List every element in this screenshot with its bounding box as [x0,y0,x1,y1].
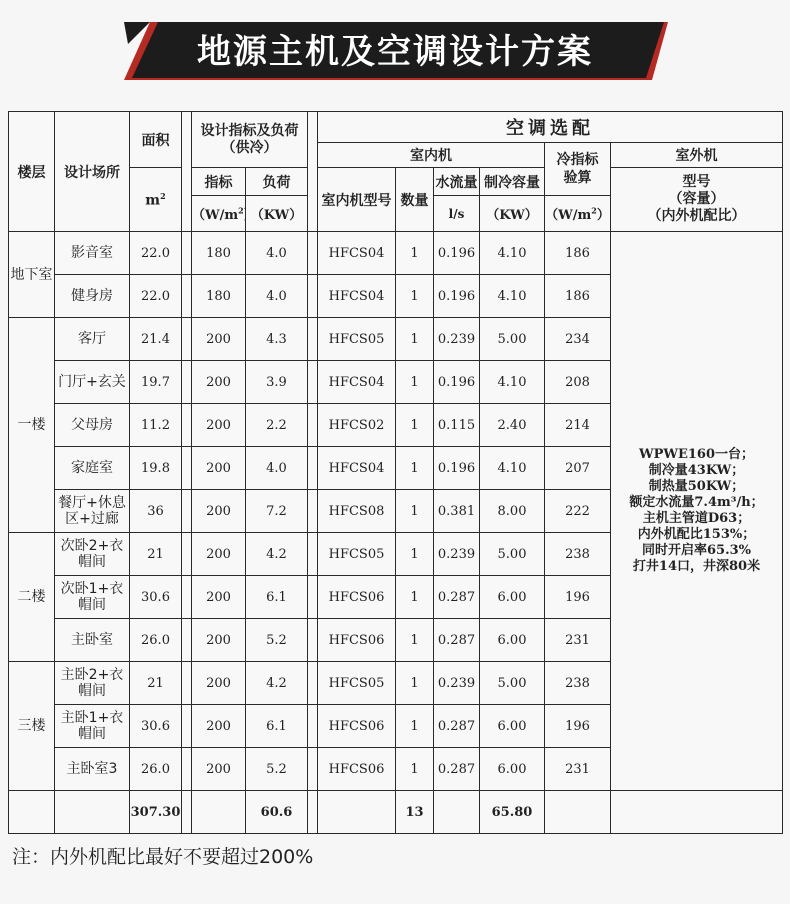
model-cell: HFCS05 [318,318,396,361]
area-cell: 21 [130,533,182,576]
gap-cell [182,576,192,619]
totals-empty [55,791,130,834]
capacity-cell: 4.10 [480,447,545,490]
check-cell: 234 [545,318,611,361]
header-quantity: 数量 [396,168,434,232]
model-cell: HFCS04 [318,361,396,404]
header-design-index-label: 设计指标及负荷 [200,122,299,139]
floor-name: 三楼 [9,662,55,791]
location-cell: 主卧室3 [55,748,130,791]
load-cell: 2.2 [246,404,308,447]
header-cooling-unit: （KW） [480,196,545,232]
index-cell: 200 [192,705,246,748]
quantity-cell: 1 [396,447,434,490]
quantity-cell: 1 [396,748,434,791]
header-indoor-model: 室内机型号 [318,168,396,232]
capacity-cell: 4.10 [480,232,545,275]
load-cell: 4.2 [246,533,308,576]
gap-cell [308,619,318,662]
load-cell: 4.0 [246,232,308,275]
index-unit: （W/m [192,208,239,223]
area-cell: 22.0 [130,275,182,318]
header-outdoor-model [611,168,783,232]
gap-cell [308,705,318,748]
gap-cell [182,533,192,576]
header-load: 负荷 [246,168,308,196]
index-cell: 200 [192,318,246,361]
gap-cell [182,748,192,791]
check-unit: （W/m [545,208,592,223]
location-cell: 次卧2+衣帽间 [55,533,130,576]
design-table [8,111,783,834]
model-cell: HFCS05 [318,662,396,705]
totals-row [9,791,783,834]
header-cooling-check [545,143,611,196]
gap-cell [308,232,318,275]
gap-cell [182,447,192,490]
capacity-cell: 2.40 [480,404,545,447]
capacity-cell: 6.00 [480,619,545,662]
header-load-unit: （KW） [246,196,308,232]
load-cell: 5.2 [246,748,308,791]
gap-cell [182,705,192,748]
area-cell: 21.4 [130,318,182,361]
gap-cell [308,791,318,834]
header-index: 指标 [192,168,246,196]
gap-cell [308,748,318,791]
gap-cell [308,318,318,361]
totals-empty [545,791,611,834]
quantity-cell: 1 [396,361,434,404]
water-flow-cell: 0.239 [434,318,480,361]
total-load: 60.6 [246,791,308,834]
area-cell: 30.6 [130,705,182,748]
location-cell: 家庭室 [55,447,130,490]
gap-cell [308,275,318,318]
header-design-index [192,112,308,168]
water-flow-cell: 0.115 [434,404,480,447]
index-cell: 200 [192,662,246,705]
quantity-cell: 1 [396,404,434,447]
quantity-cell: 1 [396,576,434,619]
water-flow-cell: 0.239 [434,662,480,705]
index-cell: 180 [192,232,246,275]
floor-name: 地下室 [9,232,55,318]
header-floor: 楼层 [9,112,55,232]
area-cell: 30.6 [130,576,182,619]
index-cell: 200 [192,404,246,447]
load-cell: 6.1 [246,705,308,748]
location-cell: 主卧2+衣帽间 [55,662,130,705]
header-design-index-sub: （供冷） [221,139,278,156]
capacity-cell: 4.10 [480,361,545,404]
area-cell: 26.0 [130,619,182,662]
water-flow-cell: 0.196 [434,361,480,404]
location-cell: 客厅 [55,318,130,361]
water-flow-cell: 0.287 [434,576,480,619]
model-cell: HFCS08 [318,490,396,533]
gap-cell [182,791,192,834]
check-cell: 238 [545,533,611,576]
column-gap [182,112,192,232]
index-cell: 200 [192,576,246,619]
totals-empty [318,791,396,834]
check-cell: 186 [545,275,611,318]
capacity-cell: 5.00 [480,318,545,361]
outdoor-model-label: 型号 [682,174,711,190]
check-cell: 208 [545,361,611,404]
gap-cell [182,275,192,318]
check-cell: 222 [545,490,611,533]
capacity-cell: 6.00 [480,705,545,748]
area-cell: 19.8 [130,447,182,490]
area-unit-sup: 2 [160,190,166,201]
area-cell: 19.7 [130,361,182,404]
check-cell: 214 [545,404,611,447]
location-cell: 父母房 [55,404,130,447]
quantity-cell: 1 [396,662,434,705]
load-cell: 4.0 [246,275,308,318]
column-gap [308,112,318,232]
index-unit-sup: 2 [238,205,244,216]
location-cell: 餐厅+休息区+过廊 [55,490,130,533]
load-cell: 5.2 [246,619,308,662]
location-cell: 主卧1+衣帽间 [55,705,130,748]
header-cooling-check-label: 冷指标 [556,152,599,168]
gap-cell [182,232,192,275]
floor-name: 二楼 [9,533,55,662]
gap-cell [308,662,318,705]
check-cell: 196 [545,576,611,619]
header-outdoor: 室外机 [611,143,783,168]
quantity-cell: 1 [396,490,434,533]
water-flow-cell: 0.196 [434,232,480,275]
header-location: 设计场所 [55,112,130,232]
check-cell: 186 [545,232,611,275]
header-water-flow: 水流量 [434,168,480,196]
gap-cell [308,490,318,533]
header-check-unit [545,196,611,232]
load-cell: 7.2 [246,490,308,533]
model-cell: HFCS05 [318,533,396,576]
header-area-unit [130,168,182,232]
header-water-flow-unit: l/s [434,196,480,232]
water-flow-cell: 0.196 [434,275,480,318]
location-cell: 影音室 [55,232,130,275]
load-cell: 3.9 [246,361,308,404]
quantity-cell: 1 [396,619,434,662]
gap-cell [182,662,192,705]
area-cell: 21 [130,662,182,705]
gap-cell [308,361,318,404]
load-cell: 4.3 [246,318,308,361]
header-cooling-capacity: 制冷容量 [480,168,545,196]
floor-name: 一楼 [9,318,55,533]
total-capacity: 65.80 [480,791,545,834]
model-cell: HFCS06 [318,576,396,619]
capacity-cell: 5.00 [480,662,545,705]
header-ac-selection: 空调选配 [318,112,783,143]
index-cell: 200 [192,490,246,533]
totals-empty [192,791,246,834]
capacity-cell: 5.00 [480,533,545,576]
model-cell: HFCS06 [318,748,396,791]
totals-empty [611,791,783,834]
gap-cell [182,318,192,361]
area-cell: 36 [130,490,182,533]
header-index-unit [192,196,246,232]
quantity-cell: 1 [396,705,434,748]
total-quantity: 13 [396,791,434,834]
index-cell: 200 [192,748,246,791]
quantity-cell: 1 [396,533,434,576]
index-cell: 200 [192,619,246,662]
location-cell: 次卧1+衣帽间 [55,576,130,619]
check-cell: 207 [545,447,611,490]
water-flow-cell: 0.381 [434,490,480,533]
index-cell: 200 [192,533,246,576]
header-cooling-check-label-2: 验算 [563,170,592,186]
totals-empty [434,791,480,834]
load-cell: 4.2 [246,662,308,705]
model-cell: HFCS04 [318,275,396,318]
model-cell: HFCS02 [318,404,396,447]
area-cell: 26.0 [130,748,182,791]
outdoor-ratio-label: （内外机配比） [647,208,746,224]
water-flow-cell: 0.239 [434,533,480,576]
quantity-cell: 1 [396,275,434,318]
location-cell: 主卧室 [55,619,130,662]
total-area: 307.30 [130,791,182,834]
check-unit-close: ） [596,208,610,223]
gap-cell [182,404,192,447]
quantity-cell: 1 [396,232,434,275]
water-flow-cell: 0.287 [434,705,480,748]
index-cell: 200 [192,361,246,404]
area-cell: 22.0 [130,232,182,275]
capacity-cell: 8.00 [480,490,545,533]
index-cell: 200 [192,447,246,490]
outdoor-capacity-label: （容量） [668,191,725,207]
check-cell: 196 [545,705,611,748]
table-row [9,232,783,275]
model-cell: HFCS06 [318,705,396,748]
model-cell: HFCS04 [318,447,396,490]
capacity-cell: 6.00 [480,576,545,619]
check-unit-sup: 2 [591,205,597,216]
water-flow-cell: 0.287 [434,748,480,791]
page-title: 地源主机及空调设计方案 [197,32,593,72]
index-cell: 180 [192,275,246,318]
area-unit: m [145,192,161,209]
capacity-cell: 4.10 [480,275,545,318]
capacity-cell: 6.00 [480,748,545,791]
totals-empty [9,791,55,834]
gap-cell [308,447,318,490]
check-cell: 238 [545,662,611,705]
header-indoor: 室内机 [318,143,545,168]
gap-cell [308,576,318,619]
location-cell: 健身房 [55,275,130,318]
quantity-cell: 1 [396,318,434,361]
check-cell: 231 [545,748,611,791]
model-cell: HFCS06 [318,619,396,662]
gap-cell [182,490,192,533]
load-cell: 6.1 [246,576,308,619]
title-banner [0,0,790,100]
outdoor-info: WPWE160一台； 制冷量43KW； 制热量50KW； 额定水流量7.4m³/h； 主机主管道D63； 内外机配比153%； 同时开启率65.3% 打井14口，井深80米 [611,232,783,791]
gap-cell [182,619,192,662]
footnote: 注：内外机配比最好不要超过200% [12,846,314,868]
gap-cell [182,361,192,404]
header-area: 面积 [130,112,182,168]
model-cell: HFCS04 [318,232,396,275]
gap-cell [308,533,318,576]
water-flow-cell: 0.196 [434,447,480,490]
water-flow-cell: 0.287 [434,619,480,662]
area-cell: 11.2 [130,404,182,447]
check-cell: 231 [545,619,611,662]
location-cell: 门厅+玄关 [55,361,130,404]
gap-cell [308,404,318,447]
load-cell: 4.0 [246,447,308,490]
